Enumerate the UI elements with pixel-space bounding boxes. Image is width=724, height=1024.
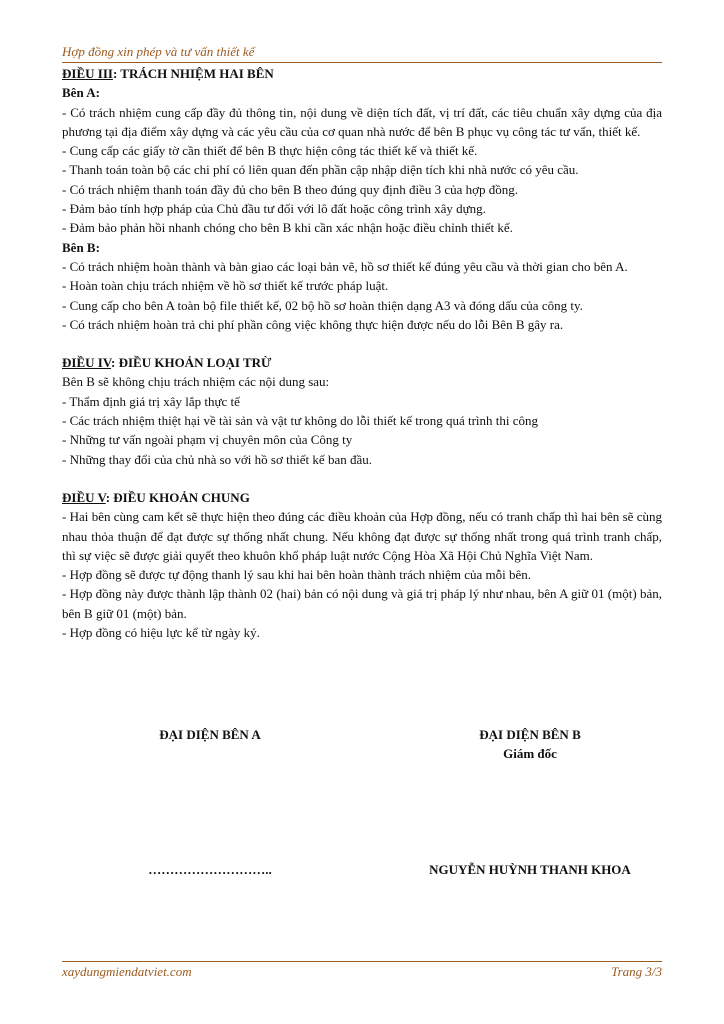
article-5-item: - Hợp đồng có hiệu lực kể từ ngày ký.: [62, 625, 260, 641]
article-5-item: - Hai bên cùng cam kết sẽ thực hiện theo đúng các điều khoản của Hợp đồng, nếu có tranh chấp thì hai bên sẽ cùng nhau thỏa thuận để đạt được sự thống nhất chung. Nếu không đạt được sự thống nhất trong quá trình tranh chấp, thì sự việc sẽ được giải quyết theo khuôn khổ pháp luật nước Cộng Hòa Xã Hội Chủ Nghĩa Việt Nam.: [62, 509, 662, 563]
party-b-item: - Cung cấp cho bên A toàn bộ file thiết kế, 02 bộ hồ sơ hoàn thiện dạng A3 và đóng dấu của công ty.: [62, 297, 583, 313]
article-3-heading: [62, 64, 662, 83]
document-body: [62, 64, 662, 642]
article-4-title: : ĐIỀU KHOẢN LOẠI TRỪ: [111, 355, 272, 371]
party-b-item: - Có trách nhiệm hoàn trả chi phí phần công việc không thực hiện được nếu do lỗi Bên B gây ra.: [62, 316, 564, 332]
party-a-item: - Có trách nhiệm cung cấp đầy đủ thông tin, nội dung về diện tích đất, vị trí đất, các tiêu chuẩn xây dựng của địa phương tại địa điểm xây dựng và các yêu cầu của cơ quan nhà nước để bên B phục vụ công tác tư vấn, thiết kế.: [62, 104, 662, 139]
party-a-item: - Đảm bảo phản hồi nhanh chóng cho bên B khi cần xác nhận hoặc điều chỉnh thiết kế.: [62, 220, 513, 236]
article-4-label: ĐIỀU IV: [62, 355, 112, 371]
spacer: [62, 469, 662, 488]
party-b-role: Giám đốc: [503, 746, 557, 761]
party-a-label: Bên A:: [62, 85, 100, 101]
footer-website: xaydungmiendatviet.com: [62, 964, 192, 979]
party-a-item: - Đảm bảo tính hợp pháp của Chủ đầu tư đối với lô đất hoặc công trình xây dựng.: [62, 201, 486, 217]
article-5-item: - Hợp đồng sẽ được tự động thanh lý sau khi hai bên hoàn thành trách nhiệm của mỗi bên.: [62, 567, 532, 583]
article-4-item: - Những tư vấn ngoài phạm vị chuyên môn của Công ty: [62, 432, 353, 448]
party-b-signature-name: NGUYỄN HUỲNH THANH KHOA: [429, 862, 631, 877]
party-b-signature-title: ĐẠI DIỆN BÊN B: [479, 727, 581, 742]
article-4-heading: [62, 353, 662, 372]
party-a-signature-title: ĐẠI DIỆN BÊN A: [159, 727, 261, 742]
article-4-item: - Thẩm định giá trị xây lắp thực tế: [62, 393, 240, 409]
article-5-title: : ĐIỀU KHOẢN CHUNG: [105, 489, 250, 505]
article-4-intro: Bên B sẽ không chịu trách nhiệm các nội dung sau:: [62, 374, 330, 390]
article-5-heading: [62, 488, 662, 507]
party-b-item: - Hoàn toàn chịu trách nhiệm về hồ sơ thiết kế trước pháp luật.: [62, 278, 389, 294]
footer-page-number: Trang 3/3: [611, 964, 662, 979]
article-3-label: ĐIỀU III: [62, 66, 113, 81]
party-a-item: - Cung cấp các giấy tờ cần thiết để bên B thực hiện công tác thiết kế và thiết kế.: [62, 143, 478, 159]
article-5-item: - Hợp đồng này được thành lập thành 02 (hai) bản có nội dung và giá trị pháp lý như nhau, bên A giữ 01 (một) bản, bên B giữ 01 (một) bản.: [62, 586, 662, 621]
article-4-item: - Những thay đổi của chủ nhà so với hồ sơ thiết kế ban đầu.: [62, 451, 372, 467]
spacer: [62, 334, 662, 353]
article-3-title: : TRÁCH NHIỆM HAI BÊN: [112, 66, 274, 81]
party-a-item: - Thanh toán toàn bộ các chi phí có liên quan đến phần cập nhập diện tích khi nhà nước có yêu cầu.: [62, 162, 579, 178]
party-a-item: - Có trách nhiệm thanh toán đầy đủ cho bên B theo đúng quy định điều 3 của hợp đồng.: [62, 181, 519, 197]
article-4-item: - Các trách nhiệm thiệt hại về tài sản và vật tư không do lỗi thiết kế trong quá trình thi công: [62, 413, 539, 429]
party-b-item: - Có trách nhiệm hoàn thành và bàn giao các loại bản vẽ, hồ sơ thiết kế đúng yêu cầu và thời gian cho bên A.: [62, 258, 628, 274]
article-5-label: ĐIỀU V: [62, 489, 106, 505]
footer-rule: [62, 961, 662, 962]
party-b-label: Bên B:: [62, 239, 100, 255]
party-a-signature-name: ………………………..: [148, 862, 272, 877]
header-title: Hợp đồng xin phép và tư vấn thiết kế: [62, 44, 255, 59]
header-rule: [62, 62, 662, 63]
